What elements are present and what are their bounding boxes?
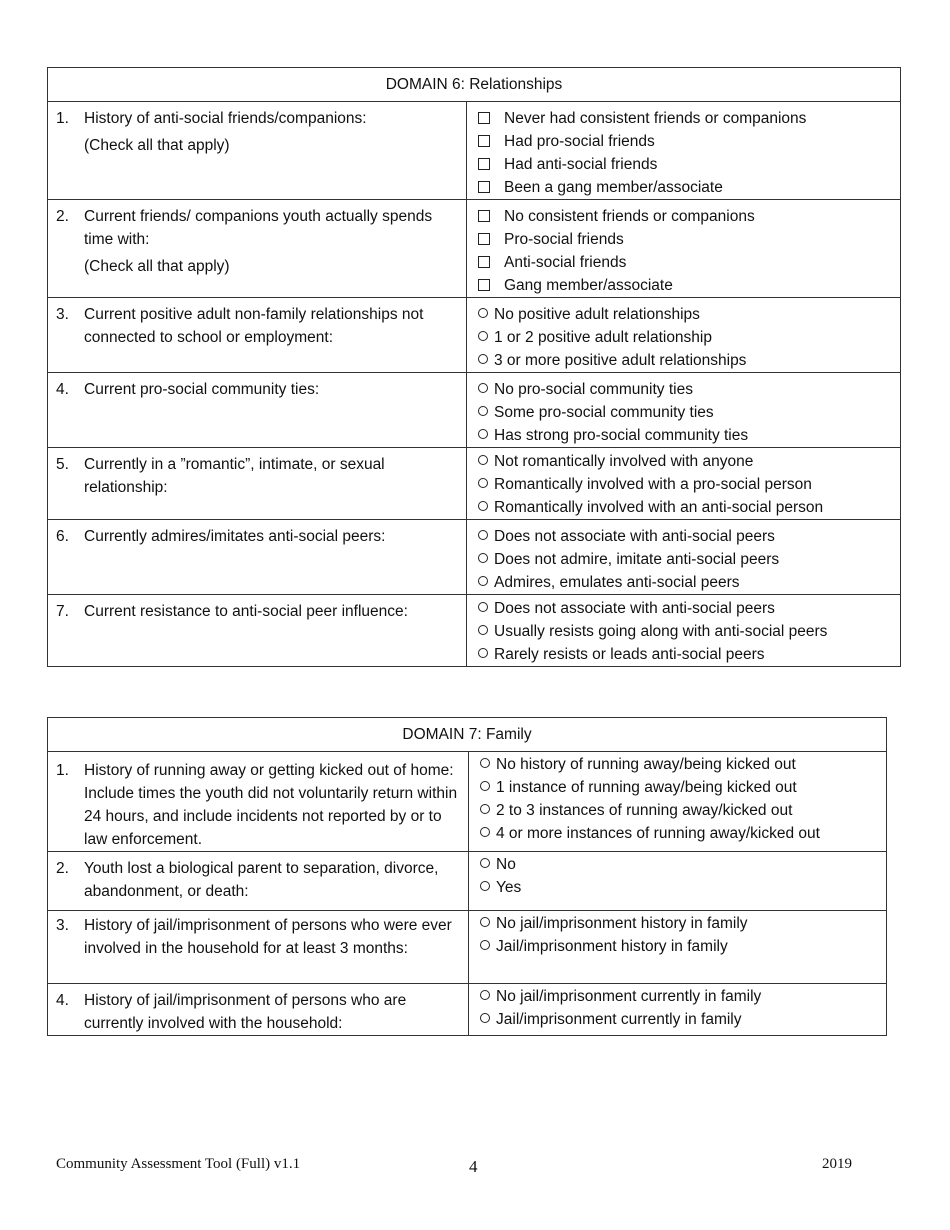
radio-icon[interactable] (478, 331, 488, 341)
radio-icon[interactable] (478, 602, 488, 612)
radio-icon[interactable] (480, 827, 490, 837)
checkbox-option[interactable]: Gang member/associate (476, 274, 892, 297)
item-question: Currently in a ”romantic”, intimate, or sexual relationship: (84, 456, 385, 496)
table-row (48, 520, 901, 595)
domain-6-table (47, 67, 901, 667)
radio-option[interactable]: No history of running away/being kicked out (478, 753, 878, 776)
checkbox-icon[interactable] (478, 233, 490, 245)
radio-icon[interactable] (478, 383, 488, 393)
table-row (48, 102, 901, 200)
radio-option[interactable]: Usually resists going along with anti-social peers (476, 620, 892, 643)
table-row (48, 448, 901, 520)
checkbox-icon[interactable] (478, 158, 490, 170)
item-question: Currently admires/imitates anti-social peers: (84, 528, 386, 545)
table-row (48, 298, 901, 373)
radio-icon[interactable] (480, 990, 490, 1000)
radio-option[interactable]: No positive adult relationships (476, 303, 892, 326)
radio-icon[interactable] (478, 501, 488, 511)
radio-icon[interactable] (480, 804, 490, 814)
table-row (48, 200, 901, 298)
radio-icon[interactable] (478, 553, 488, 563)
item-number: 1. (56, 110, 69, 127)
domain-7-title: DOMAIN 7: Family (48, 718, 887, 752)
checkbox-option[interactable]: Had anti-social friends (476, 153, 892, 176)
item-number: 4. (56, 992, 69, 1009)
table-row (48, 752, 887, 852)
checkbox-icon[interactable] (478, 279, 490, 291)
item-number: 2. (56, 208, 69, 225)
radio-icon[interactable] (478, 308, 488, 318)
radio-option[interactable]: No pro-social community ties (476, 378, 892, 401)
radio-option[interactable]: No (478, 853, 878, 876)
radio-icon[interactable] (478, 530, 488, 540)
footer-page-number: 4 (469, 1157, 478, 1176)
item-note: (Check all that apply) (84, 258, 230, 275)
radio-option[interactable]: Does not admire, imitate anti-social peers (476, 548, 892, 571)
item-question: History of jail/imprisonment of persons who were ever involved in the household for at least 3 months: (84, 917, 452, 957)
table-row (48, 373, 901, 448)
table-row (48, 911, 887, 984)
item-question: Current pro-social community ties: (84, 381, 320, 398)
radio-icon[interactable] (480, 917, 490, 927)
item-number: 6. (56, 528, 69, 545)
radio-icon[interactable] (478, 354, 488, 364)
radio-icon[interactable] (478, 478, 488, 488)
radio-option[interactable]: 2 to 3 instances of running away/kicked out (478, 799, 878, 822)
radio-option[interactable]: Does not associate with anti-social peers (476, 525, 892, 548)
radio-option[interactable]: Romantically involved with a pro-social person (476, 473, 892, 496)
radio-option[interactable]: Romantically involved with an anti-social person (476, 496, 892, 519)
radio-icon[interactable] (480, 940, 490, 950)
checkbox-option[interactable]: No consistent friends or companions (476, 205, 892, 228)
radio-option[interactable]: Jail/imprisonment currently in family (478, 1008, 878, 1031)
table-row (48, 984, 887, 1036)
radio-icon[interactable] (480, 758, 490, 768)
footer-document-title: Community Assessment Tool (Full) v1.1 (56, 1156, 301, 1172)
item-number: 5. (56, 456, 69, 473)
checkbox-option[interactable]: Been a gang member/associate (476, 176, 892, 199)
item-question: Current resistance to anti-social peer influence: (84, 603, 408, 620)
radio-icon[interactable] (478, 455, 488, 465)
table-row (48, 595, 901, 667)
checkbox-option[interactable]: Had pro-social friends (476, 130, 892, 153)
radio-icon[interactable] (480, 781, 490, 791)
radio-icon[interactable] (478, 576, 488, 586)
item-number: 3. (56, 306, 69, 323)
radio-option[interactable]: 4 or more instances of running away/kicked out (478, 822, 878, 845)
item-number: 2. (56, 860, 69, 877)
table-row (48, 852, 887, 911)
radio-option[interactable]: 3 or more positive adult relationships (476, 349, 892, 372)
item-question: History of running away or getting kicked out of home: Include times the youth did not voluntarily return within 24 hours, and include incidents not reported by or to law enforcement. (84, 762, 458, 848)
radio-icon[interactable] (478, 406, 488, 416)
radio-option[interactable]: Not romantically involved with anyone (476, 450, 892, 473)
checkbox-option[interactable]: Never had consistent friends or companions (476, 107, 892, 130)
checkbox-icon[interactable] (478, 181, 490, 193)
checkbox-icon[interactable] (478, 112, 490, 124)
radio-option[interactable]: Some pro-social community ties (476, 401, 892, 424)
domain-6-title: DOMAIN 6: Relationships (48, 68, 901, 102)
checkbox-icon[interactable] (478, 135, 490, 147)
radio-option[interactable]: Rarely resists or leads anti-social peers (476, 643, 892, 666)
item-question: Youth lost a biological parent to separation, divorce, abandonment, or death: (84, 860, 439, 900)
item-question: History of jail/imprisonment of persons who are currently involved with the household: (84, 992, 407, 1032)
item-note: (Check all that apply) (84, 137, 230, 154)
item-number: 7. (56, 603, 69, 620)
radio-option[interactable]: Jail/imprisonment history in family (478, 935, 878, 958)
domain-7-table (47, 717, 887, 1036)
radio-option[interactable]: Has strong pro-social community ties (476, 424, 892, 447)
checkbox-icon[interactable] (478, 256, 490, 268)
item-number: 1. (56, 762, 69, 779)
checkbox-icon[interactable] (478, 210, 490, 222)
radio-option[interactable]: No jail/imprisonment currently in family (478, 985, 878, 1008)
radio-icon[interactable] (480, 858, 490, 868)
item-number: 3. (56, 917, 69, 934)
radio-icon[interactable] (478, 625, 488, 635)
radio-option[interactable]: 1 or 2 positive adult relationship (476, 326, 892, 349)
item-number: 4. (56, 381, 69, 398)
radio-option[interactable]: No jail/imprisonment history in family (478, 912, 878, 935)
radio-icon[interactable] (480, 881, 490, 891)
footer-year: 2019 (822, 1156, 852, 1172)
radio-icon[interactable] (480, 1013, 490, 1023)
radio-option[interactable]: Does not associate with anti-social peers (476, 597, 892, 620)
radio-icon[interactable] (478, 648, 488, 658)
radio-option[interactable]: 1 instance of running away/being kicked out (478, 776, 878, 799)
item-question: Current friends/ companions youth actually spends time with: (84, 208, 433, 248)
item-question: History of anti-social friends/companions: (84, 110, 367, 127)
checkbox-option[interactable]: Pro-social friends (476, 228, 892, 251)
checkbox-option[interactable]: Anti-social friends (476, 251, 892, 274)
item-question: Current positive adult non-family relationships not connected to school or employment: (84, 306, 424, 346)
radio-option[interactable]: Yes (478, 876, 878, 899)
radio-option[interactable]: Admires, emulates anti-social peers (476, 571, 892, 594)
radio-icon[interactable] (478, 429, 488, 439)
